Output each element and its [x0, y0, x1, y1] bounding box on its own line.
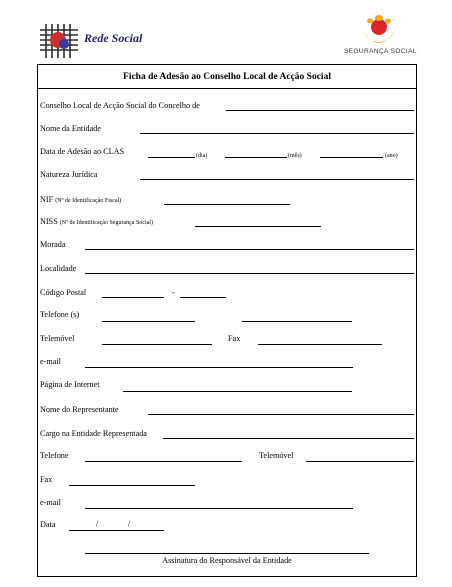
field-adesao-dia[interactable] — [148, 157, 195, 158]
label-mes: (mês) — [288, 153, 302, 159]
field-fax[interactable] — [258, 344, 382, 345]
field-nif[interactable] — [164, 204, 290, 205]
field-conselho[interactable] — [226, 110, 414, 111]
field-representante[interactable] — [148, 414, 414, 415]
label-nome-entidade: Nome da Entidade — [40, 124, 101, 133]
field-telefone-2[interactable] — [242, 321, 352, 322]
field-adesao-mes[interactable] — [225, 157, 287, 158]
field-localidade[interactable] — [85, 273, 414, 274]
field-nome-entidade[interactable] — [140, 133, 414, 134]
seguranca-social-logo-text: SEGURANÇA SOCIAL — [344, 48, 417, 55]
date-separator-1: / — [96, 519, 99, 528]
field-data[interactable] — [69, 530, 164, 531]
label-dia: (dia) — [196, 153, 208, 159]
field-codigo-postal-1[interactable] — [102, 297, 164, 298]
rede-social-logo-icon — [38, 22, 80, 60]
field-pagina[interactable] — [123, 391, 352, 392]
label-natureza: Natureza Jurídica — [40, 170, 98, 179]
field-telefone-1[interactable] — [102, 321, 195, 322]
title-divider — [38, 88, 416, 89]
field-niss[interactable] — [195, 226, 321, 227]
label-rep-telemovel: Telemóvel — [259, 451, 294, 460]
label-telemovel: Telemóvel — [40, 334, 75, 343]
label-data: Data — [40, 520, 56, 529]
rede-social-logo-text: Rede Social — [84, 31, 143, 45]
codigo-postal-dash: - — [172, 288, 175, 297]
field-email[interactable] — [85, 367, 353, 368]
page-header — [0, 0, 452, 62]
label-telefones: Telefone (s) — [40, 310, 80, 319]
signature-caption: Assinatura do Responsável da Entidade — [162, 556, 292, 565]
label-email: e-mail — [40, 357, 61, 366]
label-representante: Nome do Representante — [40, 405, 119, 414]
label-rep-telefone: Telefone — [40, 451, 69, 460]
label-niss: NISS (Nº de Identificação Segurança Social) — [40, 217, 153, 226]
label-codigo-postal: Código Postal — [40, 288, 87, 297]
label-rep-email: e-mail — [40, 498, 61, 507]
field-rep-fax[interactable] — [69, 485, 195, 486]
field-rep-telefone[interactable] — [85, 461, 242, 462]
label-fax: Fax — [228, 334, 241, 343]
adhesion-form — [37, 64, 417, 577]
field-codigo-postal-2[interactable] — [180, 297, 226, 298]
label-ano: (ano) — [385, 153, 398, 159]
field-rep-telemovel[interactable] — [306, 461, 414, 462]
label-rep-fax: Fax — [40, 475, 53, 484]
label-nif: NIF (Nº de Identificação Fiscal) — [40, 195, 122, 204]
signature-line[interactable] — [85, 553, 369, 554]
field-natureza[interactable] — [140, 179, 414, 180]
field-telemovel[interactable] — [102, 344, 212, 345]
field-morada[interactable] — [85, 249, 414, 250]
label-conselho: Conselho Local de Acção Social do Concelho de — [40, 101, 200, 110]
label-localidade: Localidade — [40, 264, 77, 273]
field-rep-email[interactable] — [85, 508, 353, 509]
field-adesao-ano[interactable] — [320, 157, 383, 158]
form-title: Ficha de Adesão ao Conselho Local de Acção Social — [123, 72, 331, 82]
field-cargo[interactable] — [163, 438, 414, 439]
label-cargo: Cargo na Entidade Representada — [40, 429, 147, 438]
label-pagina: Página de Internet — [40, 380, 100, 389]
label-data-adesao: Data de Adesão ao CLAS — [40, 147, 125, 156]
date-separator-2: / — [128, 519, 131, 528]
label-morada: Morada — [40, 240, 66, 249]
